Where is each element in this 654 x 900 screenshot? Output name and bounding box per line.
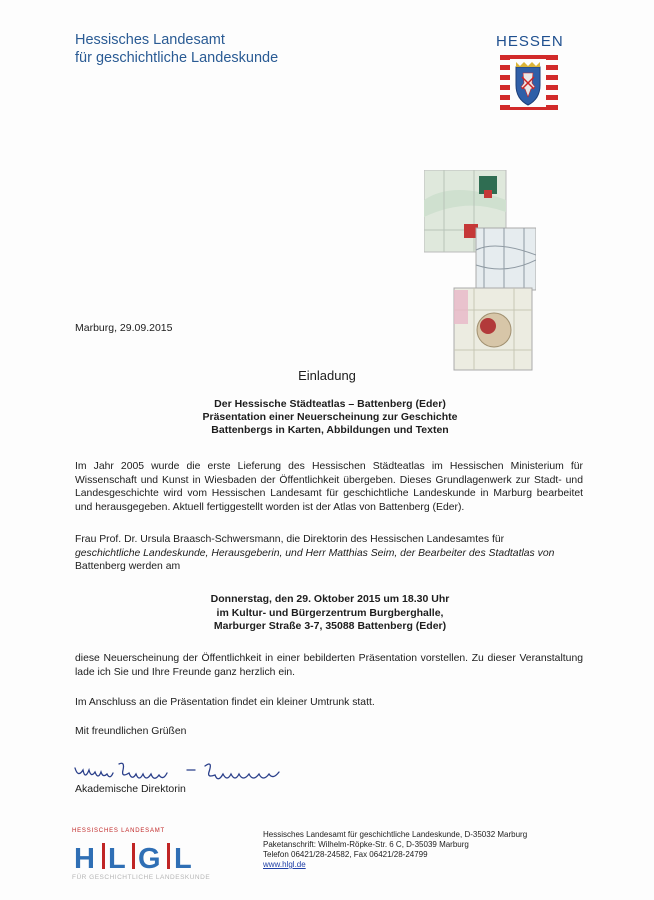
subheading-line-2: Präsentation einer Neuerscheinung zur Geschichte xyxy=(202,411,458,423)
paragraph-invitation: diese Neuerscheinung der Öffentlichkeit in einer bebilderten Präsentation vorstellen. Zu dieser Veranstaltung lade ich Sie und Ihre Freunde ganz herzlich ein. xyxy=(75,653,583,678)
footer-address xyxy=(263,830,527,870)
event-details xyxy=(150,593,510,634)
hlgl-letter-g: G xyxy=(138,843,161,872)
letter-date: Marburg, 29.09.2015 xyxy=(75,322,173,334)
event-address: Marburger Straße 3-7, 35088 Battenberg (Eder) xyxy=(213,620,447,632)
footer-line-1: Hessisches Landesamt für geschichtliche Landeskunde, D-35032 Marburg xyxy=(263,830,528,839)
paragraph-reception: Im Anschluss an die Präsentation findet ein kleiner Umtrunk statt. xyxy=(75,697,375,708)
event-date-time: Donnerstag, den 29. Oktober 2015 um 18.30 Uhr xyxy=(210,593,450,605)
hessen-wordmark: HESSEN xyxy=(496,33,564,50)
handwritten-signature xyxy=(73,760,313,782)
paragraph-presenters xyxy=(75,533,583,574)
closing-greeting: Mit freundlichen Grüßen xyxy=(75,726,187,737)
institution-name-line2: für geschichtliche Landeskunde xyxy=(75,50,279,66)
hlgl-logo-top-text: HESSISCHES LANDESAMT xyxy=(72,828,166,834)
institution-name-line1: Hessisches Landesamt xyxy=(75,32,225,48)
subheading-line-1: Der Hessische Städteatlas – Battenberg (Eder) xyxy=(214,398,446,410)
letter-heading: Einladung xyxy=(298,368,356,383)
footer-line-2: Paketanschrift: Wilhelm-Röpke-Str. 6 C, D-35039 Marburg xyxy=(263,840,469,849)
footer-line-3: Telefon 06421/28-24582, Fax 06421/28-24799 xyxy=(263,850,428,859)
subheading-line-3: Battenbergs in Karten, Abbildungen und Texten xyxy=(211,424,449,436)
website-link[interactable]: www.hlgl.de xyxy=(263,860,306,869)
presenters-line-3: Battenberg werden am xyxy=(75,561,181,572)
institution-name xyxy=(75,31,278,67)
presenters-line-2: geschichtliche Landeskunde, Herausgeberin, und Herr Matthias Seim, der Bearbeiter des Stadtatlas von xyxy=(75,547,555,559)
hlgl-letter-l2: L xyxy=(174,843,192,872)
signatory-role: Akademische Direktorin xyxy=(75,783,186,795)
hlgl-logo-bottom-text: FÜR GESCHICHTLICHE LANDESKUNDE xyxy=(72,874,211,881)
hessen-coat-of-arms-icon xyxy=(510,59,546,107)
event-venue: im Kultur- und Bürgerzentrum Burgberghalle, xyxy=(216,606,444,619)
hlgl-letter-h: H xyxy=(74,843,95,872)
paragraph-intro: Im Jahr 2005 wurde die erste Lieferung des Hessischen Städteatlas im Hessischen Ministerium für Wissenschaft und Kunst in Wiesbaden der Öffentlichkeit übergeben. Dieses Grundlagenwerk zur Stadt- und Landesgeschichte wird vom Hessischen Landesamt für geschichtliche Landeskunde in Marburg bearbeitet und herausgegeben. Aktuell fertiggestellt worden ist der Atlas von Battenberg (Eder). xyxy=(75,461,583,513)
hlgl-logo xyxy=(72,838,200,872)
atlas-map-collage xyxy=(424,170,536,372)
presenters-line-1: Frau Prof. Dr. Ursula Braasch-Schwersmann, die Direktorin des Hessischen Landesamtes für xyxy=(75,534,505,545)
hlgl-letter-l1: L xyxy=(108,843,126,872)
letter-subheading xyxy=(150,398,510,437)
